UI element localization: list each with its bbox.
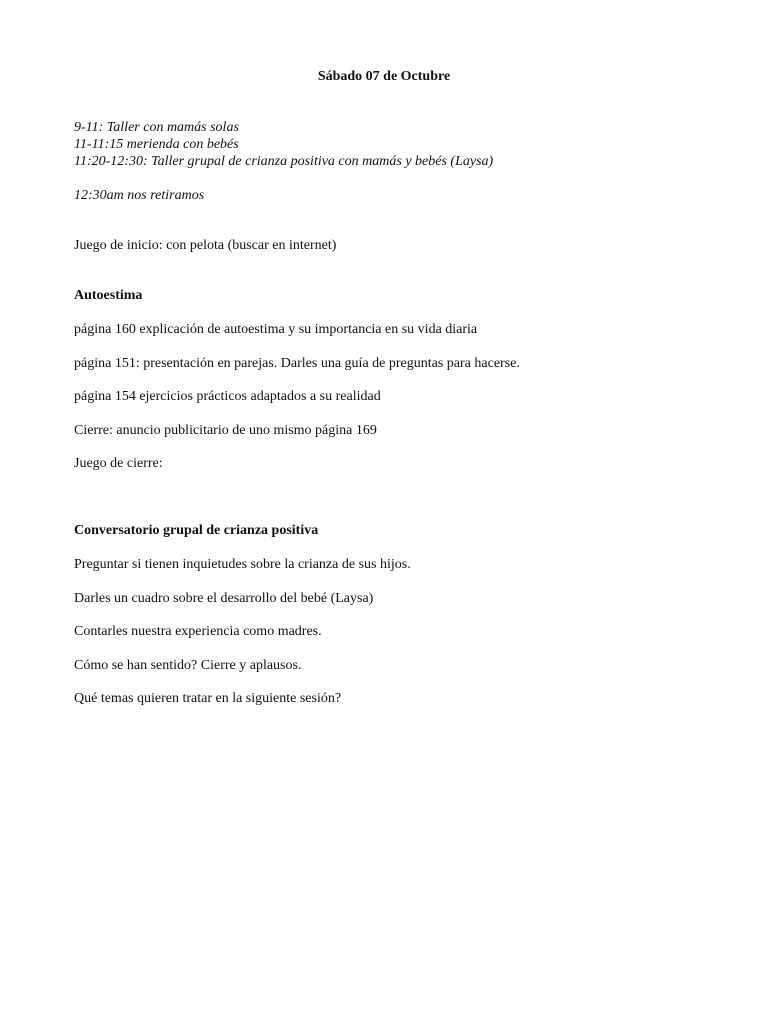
list-item: Preguntar si tienen inquietudes sobre la crianza de sus hijos. (74, 557, 411, 572)
closing-time: 12:30am nos retiramos (74, 188, 205, 203)
list-item: Juego de cierre: (74, 456, 163, 471)
list-item: página 160 explicación de autoestima y su importancia en su vida diaria (74, 322, 478, 337)
list-item: página 151: presentación en parejas. Darles una guía de preguntas para hacerse. (74, 356, 520, 371)
list-item: Contarles nuestra experiencia como madres. (74, 624, 322, 639)
list-item: Qué temas quieren tratar en la siguiente sesión? (74, 691, 342, 706)
schedule-line: 11-11:15 merienda con bebés (74, 137, 239, 152)
list-item: Darles un cuadro sobre el desarrollo del bebé (Laysa) (74, 591, 374, 606)
list-item: página 154 ejercicios prácticos adaptados a su realidad (74, 389, 381, 404)
section-heading-autoestima: Autoestima (74, 288, 143, 303)
document-title: Sábado 07 de Octubre (317, 69, 451, 84)
section-heading-conversatorio: Conversatorio grupal de crianza positiva (74, 523, 319, 538)
list-item: Cierre: anuncio publicitario de uno mismo página 169 (74, 423, 377, 438)
schedule-line: 9-11: Taller con mamás solas (74, 120, 239, 135)
opening-game: Juego de inicio: con pelota (buscar en internet) (74, 238, 337, 253)
list-item: Cómo se han sentido? Cierre y aplausos. (74, 658, 302, 673)
schedule-line: 11:20-12:30: Taller grupal de crianza positiva con mamás y bebés (Laysa) (74, 154, 494, 169)
